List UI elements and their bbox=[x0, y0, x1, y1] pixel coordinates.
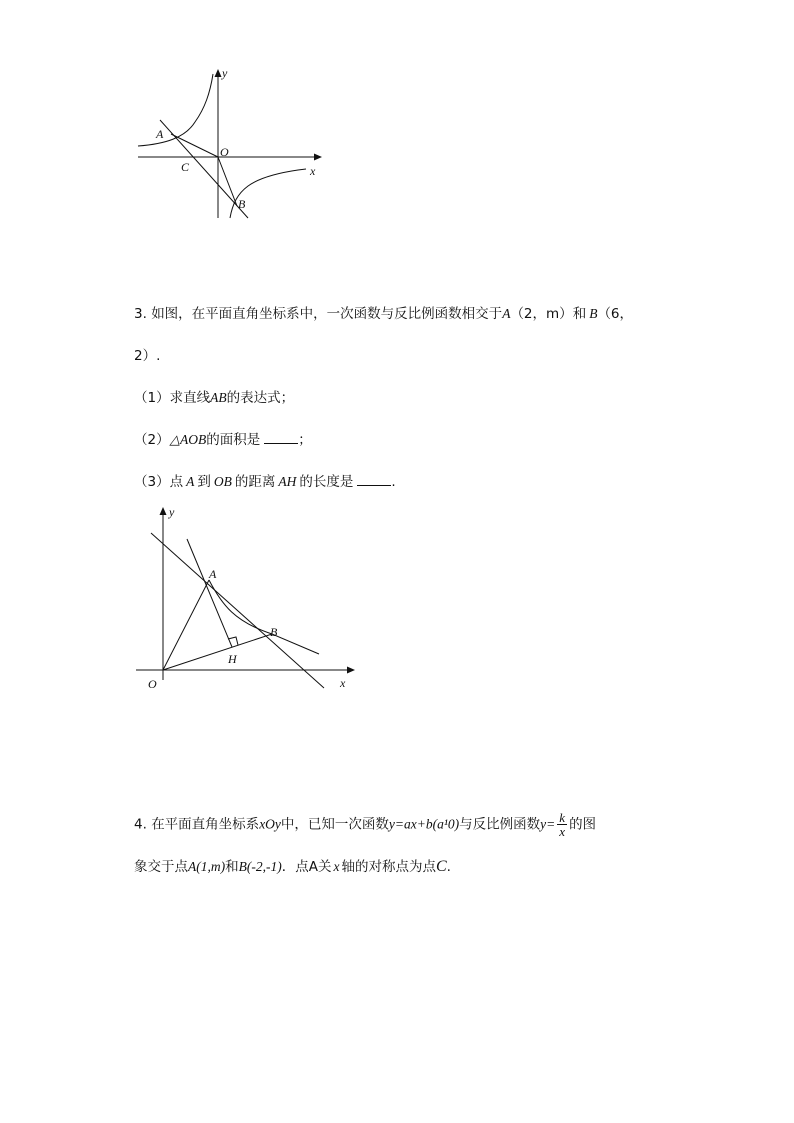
q3-p2-answer-blank[interactable] bbox=[264, 431, 298, 444]
q4-text-3: 与反比例函数 bbox=[459, 816, 541, 833]
fig1-y-label: y bbox=[222, 66, 228, 80]
fig2-x-label: x bbox=[340, 676, 346, 690]
q3-p1-ab: AB bbox=[210, 390, 227, 405]
q3-p3-end: . bbox=[391, 474, 396, 490]
q3-stem-line2: 2）. bbox=[134, 348, 161, 364]
q3-p3-answer-blank[interactable] bbox=[357, 473, 391, 486]
q3-p2-end: ； bbox=[298, 432, 312, 448]
q3-part-3 bbox=[134, 470, 396, 490]
q3-point-b: B bbox=[589, 306, 598, 321]
q3-part-1 bbox=[134, 386, 294, 406]
q3-p1-lead: （1）求直线 bbox=[134, 390, 211, 406]
q4-point-a: A(1,m) bbox=[188, 859, 226, 874]
fig2-y-label: y bbox=[169, 505, 175, 519]
q3-number: 3. bbox=[134, 306, 147, 322]
q3-point-a: A bbox=[502, 306, 511, 321]
fig1-x-label: x bbox=[310, 164, 316, 178]
q4-line2-text-2: 和 bbox=[225, 859, 239, 875]
q3-b-coords-1: （6， bbox=[597, 306, 634, 322]
q4-xoy: xOy bbox=[259, 816, 281, 832]
q3-p2-tail: 的面积是 bbox=[206, 432, 261, 448]
fig1-a-label: A bbox=[156, 127, 164, 141]
fig2-h-label: H bbox=[228, 652, 237, 666]
q4-line1 bbox=[134, 811, 596, 838]
fig2-o-label: O bbox=[148, 677, 157, 691]
figure-2-graph bbox=[130, 500, 360, 700]
q4-line2-text-4: 轴的对称点为点 bbox=[341, 859, 436, 875]
q4-fraction bbox=[557, 811, 567, 838]
q3-p3-a: A bbox=[186, 474, 195, 489]
q4-line2-text-3: ．点A关 bbox=[281, 859, 332, 875]
q4-line2-text-5: . bbox=[446, 859, 451, 875]
fig1-b-label: B bbox=[238, 197, 246, 211]
q4-x-symbol: x bbox=[333, 859, 340, 874]
q4-linear-func: y=ax+b(a¹0) bbox=[388, 816, 460, 832]
q3-conj: 和 bbox=[572, 306, 587, 322]
fig2-a-label: A bbox=[209, 567, 217, 581]
q4-frac-num: k bbox=[559, 810, 566, 825]
fig1-c-label: C bbox=[181, 160, 190, 174]
q3-p3-tail: 的长度是 bbox=[299, 474, 354, 490]
q3-p3-ob: OB bbox=[213, 474, 232, 489]
q3-stem-line1 bbox=[134, 302, 633, 322]
q4-text-2: 中，已知一次函数 bbox=[280, 816, 389, 833]
q4-text-4: 的图 bbox=[569, 816, 597, 833]
q3-stem-text: 如图，在平面直角坐标系中，一次函数与反比例函数相交于 bbox=[151, 306, 503, 322]
q4-frac-den: x bbox=[559, 824, 566, 839]
q3-p2-triangle: △AOB bbox=[169, 432, 207, 447]
q4-point-b: B(-2,-1) bbox=[238, 859, 282, 874]
q3-p3-mid2: 的距离 bbox=[234, 474, 276, 490]
q4-line2 bbox=[134, 855, 451, 876]
q3-a-coords: （2，m） bbox=[510, 306, 573, 322]
q3-p3-mid: 到 bbox=[197, 474, 211, 490]
fig2-b-label: B bbox=[270, 625, 278, 639]
q3-p2-lead: （2） bbox=[134, 432, 170, 448]
q4-text-1: 在平面直角坐标系 bbox=[151, 816, 260, 833]
q3-p1-tail: 的表达式； bbox=[226, 390, 295, 406]
q4-number: 4. bbox=[134, 816, 147, 833]
q4-point-c: C bbox=[435, 858, 447, 875]
q4-y-eq: y= bbox=[540, 816, 556, 832]
fig1-o-label: O bbox=[220, 145, 229, 159]
q3-part-2 bbox=[134, 428, 312, 448]
q4-line2-text-1: 象交于点 bbox=[134, 859, 188, 875]
q3-p3-lead: （3）点 bbox=[134, 474, 184, 490]
q3-p3-ah: AH bbox=[278, 474, 297, 489]
